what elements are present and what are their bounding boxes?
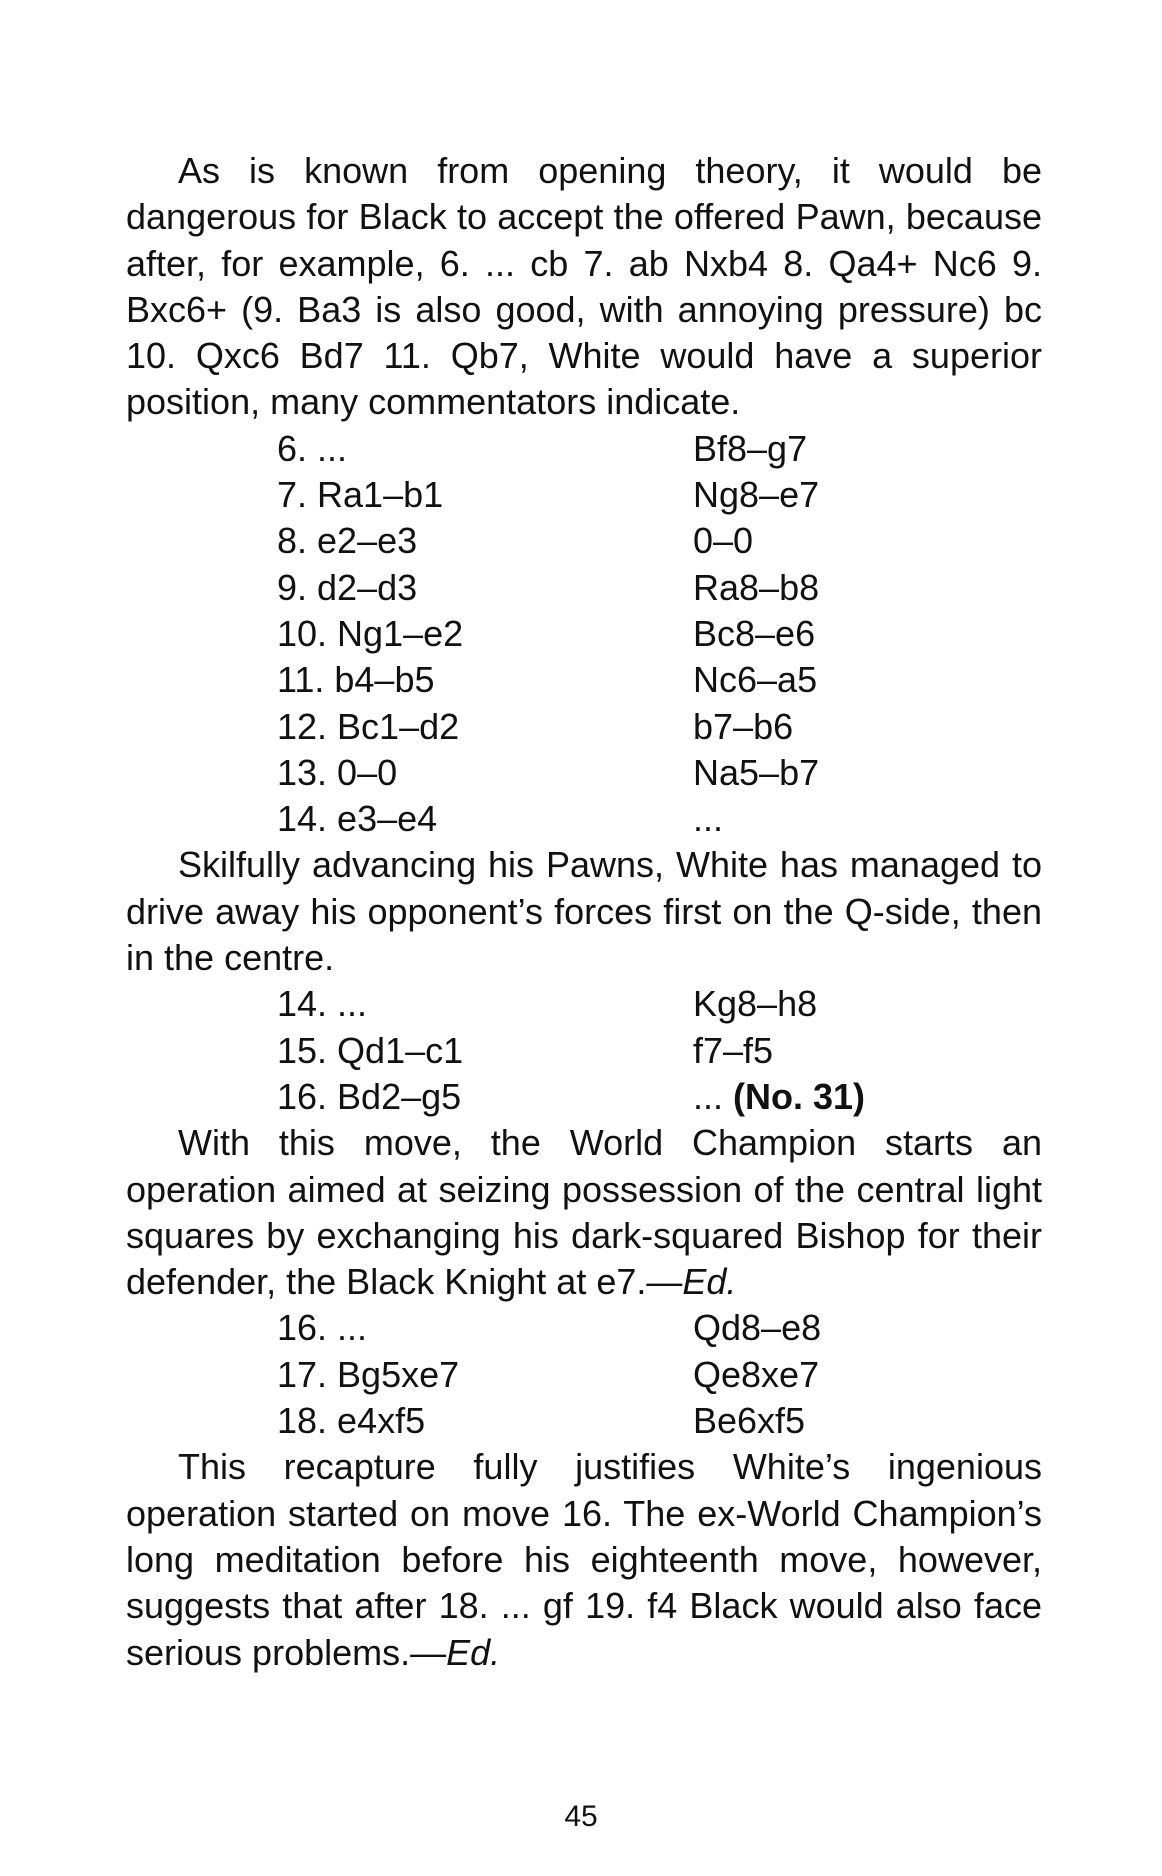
white-move: 9. d2–d3	[277, 566, 418, 608]
move-row	[126, 657, 1042, 703]
move-list-c	[126, 1305, 1042, 1444]
paragraph-world-champion	[126, 1120, 1042, 1305]
paragraph-opening-theory: As is known from opening theory, it would be dangerous for Black to accept the offered Pawn, because after, for example, 6. ... cb 7. ab Nxb4 8. Qa4+ Nc6 9. Bxc6+ (9. Ba3 is also good, with annoying pressure) bc 10. Qxc6 Bd7 11. Qb7, White would have a superior position, many commentators indicate.	[126, 150, 1042, 423]
page-content	[126, 148, 1042, 1676]
black-move: ...	[693, 798, 724, 840]
editor-note: Ed.	[446, 1631, 501, 1673]
paragraph-recapture	[126, 1444, 1042, 1675]
black-move: Be6xf5	[693, 1400, 806, 1442]
white-move: 16. ...	[277, 1307, 368, 1349]
page-number: 45	[564, 1800, 598, 1833]
move-list-a	[126, 426, 1042, 843]
white-move: 14. e3–e4	[277, 798, 438, 840]
black-move: Ra8–b8	[693, 566, 820, 608]
white-move: 15. Qd1–c1	[277, 1029, 464, 1071]
diagram-reference: (No. 31)	[733, 1075, 866, 1117]
move-list-b	[126, 981, 1042, 1120]
white-move: 18. e4xf5	[277, 1400, 426, 1442]
paragraph-text: With this move, the World Champion starts an operation aimed at seizing possession of the central light squares by exchanging his dark-squared Bishop for their defender, the Black Knight at e7.—	[126, 1122, 1042, 1303]
white-move: 16. Bd2–g5	[277, 1075, 462, 1117]
white-move: 7. Ra1–b1	[277, 474, 444, 516]
move-row	[126, 750, 1042, 796]
black-move: Qe8xe7	[693, 1353, 820, 1395]
white-move: 14. ...	[277, 983, 368, 1025]
move-row	[126, 1074, 1042, 1120]
black-move: f7–f5	[693, 1029, 774, 1071]
move-row	[126, 611, 1042, 657]
move-row	[126, 1352, 1042, 1398]
paragraph-skilfully: Skilfully advancing his Pawns, White has managed to drive away his opponent’s forces first on the Q-side, then in the centre.	[126, 844, 1042, 979]
black-move: Ng8–e7	[693, 474, 820, 516]
black-move: Nc6–a5	[693, 659, 818, 701]
black-move	[693, 1074, 865, 1120]
black-move-ellipsis: ...	[693, 1075, 734, 1117]
black-move: Bc8–e6	[693, 612, 816, 654]
move-row	[126, 565, 1042, 611]
white-move: 17. Bg5xe7	[277, 1353, 460, 1395]
move-row	[126, 426, 1042, 472]
editor-note: Ed.	[682, 1261, 737, 1303]
move-row	[126, 1028, 1042, 1074]
black-move: b7–b6	[693, 705, 794, 747]
move-row	[126, 1398, 1042, 1444]
black-move: Kg8–h8	[693, 983, 818, 1025]
black-move: Na5–b7	[693, 751, 820, 793]
white-move: 13. 0–0	[277, 751, 398, 793]
white-move: 6. ...	[277, 427, 348, 469]
white-move: 12. Bc1–d2	[277, 705, 460, 747]
black-move: 0–0	[693, 520, 754, 562]
black-move: Qd8–e8	[693, 1307, 822, 1349]
white-move: 10. Ng1–e2	[277, 612, 464, 654]
white-move: 11. b4–b5	[277, 659, 435, 701]
move-row	[126, 1305, 1042, 1351]
move-row	[126, 796, 1042, 842]
paragraph-text: This recapture fully justifies White’s ingenious operation started on move 16. The ex-World Champion’s long meditation before his eighteenth move, however, suggests that after 18. ... gf 19. f4 Black would also face serious problems.—	[126, 1446, 1042, 1673]
black-move: Bf8–g7	[693, 427, 808, 469]
move-row	[126, 981, 1042, 1027]
white-move: 8. e2–e3	[277, 520, 418, 562]
move-row	[126, 704, 1042, 750]
move-row	[126, 472, 1042, 518]
move-row	[126, 518, 1042, 564]
